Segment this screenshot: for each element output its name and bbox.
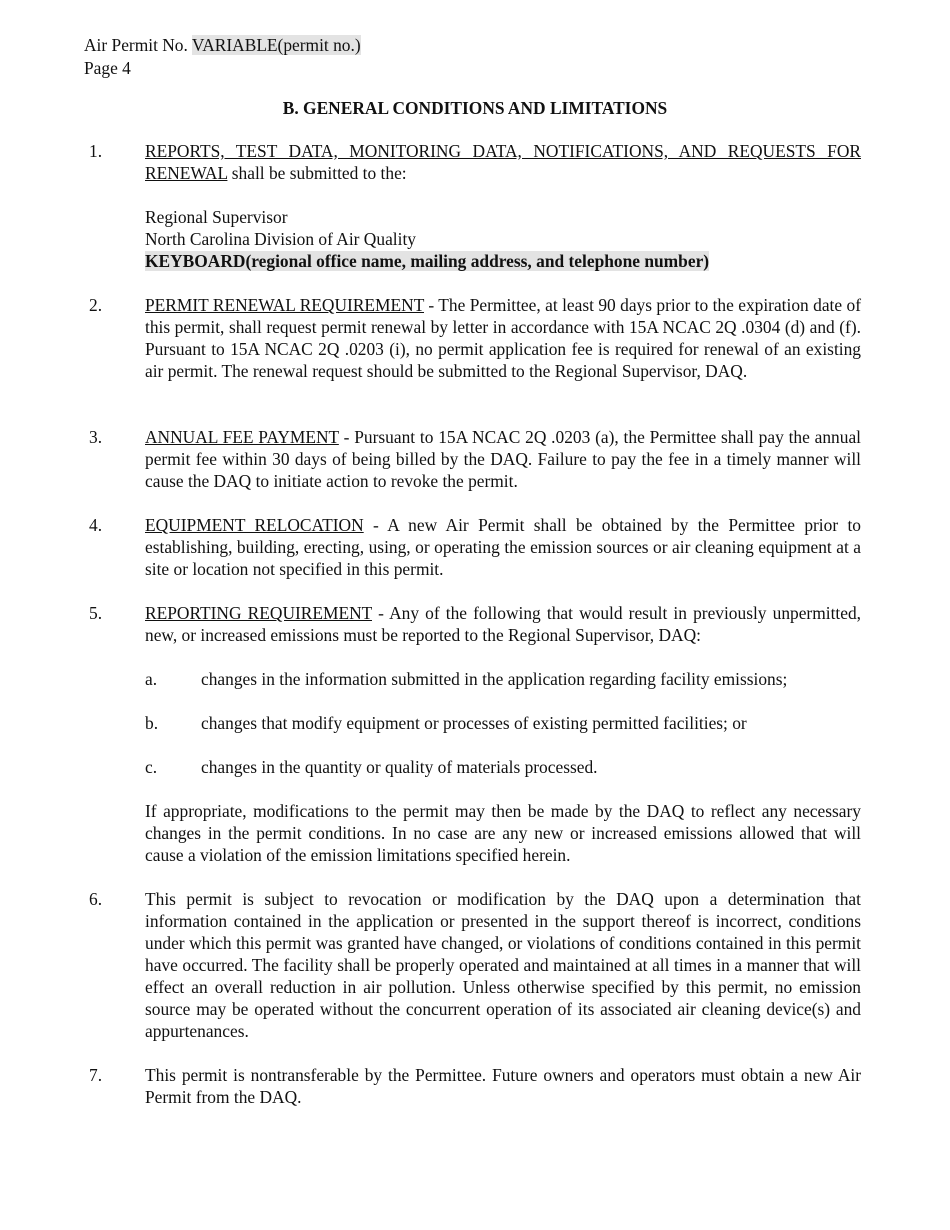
address-line-1: Regional Supervisor xyxy=(145,207,288,227)
permit-variable-field: VARIABLE(permit no.) xyxy=(191,35,361,55)
item-number: 5. xyxy=(89,603,103,623)
item-body xyxy=(145,426,861,492)
item-text: This permit is nontransferable by the Permittee. Future owners and operators must obtain a new Air Permit from the DAQ. xyxy=(145,1065,861,1107)
item-body xyxy=(145,602,861,646)
item-closing-text: If appropriate, modifications to the permit may then be made by the DAQ to reflect any necessary changes in the permit conditions. In no case are any new or increased emissions allowed that will cause a violation of the emission limitations specified herein. xyxy=(145,801,861,865)
item-text: This permit is subject to revocation or modification by the DAQ upon a determination that information contained in the application or presented in the support thereof is incorrect, conditions under which this permit was granted have changed, or violations of conditions contained in this permit have occurred. The facility shall be properly operated and maintained at all times in a manner that will effect an overall reduction in air pollution. Unless otherwise specified by this permit, no emission source may be operated without the concurrent operation of its associated air cleaning device(s) and appurtenances. xyxy=(145,889,861,1041)
item-text: - Pursuant to 15A NCAC 2Q .0203 (a), the Permittee shall pay the annual permit fee within 30 days of being billed by the DAQ. Failure to pay the fee in a timely manner will cause the DAQ to initiate action to revoke the permit. xyxy=(145,427,861,491)
section-title: B. GENERAL CONDITIONS AND LIMITATIONS xyxy=(282,98,668,118)
item-heading: ANNUAL FEE PAYMENT xyxy=(145,427,339,447)
subitem-text: changes in the information submitted in the application regarding facility emissions; xyxy=(201,669,788,689)
item-body xyxy=(145,514,861,580)
item-heading: PERMIT RENEWAL REQUIREMENT xyxy=(145,295,424,315)
address-keyboard-field: KEYBOARD(regional office name, mailing address, and telephone number) xyxy=(145,251,710,271)
item-text: - The Permittee, at least 90 days prior to the expiration date of this permit, shall request permit renewal by letter in accordance with 15A NCAC 2Q .0304 (d) and (f). Pursuant to 15A NCAC 2Q .0203 (i), no permit application fee is required for renewal of an existing air permit. The renewal request should be submitted to the Regional Supervisor, DAQ. xyxy=(145,295,861,381)
page-header xyxy=(84,34,361,80)
item-number: 3. xyxy=(89,427,103,447)
page-number: Page 4 xyxy=(84,58,131,78)
item-number: 6. xyxy=(89,889,103,909)
item-heading: REPORTING REQUIREMENT xyxy=(145,603,372,623)
item-number: 2. xyxy=(89,295,103,315)
item-number: 1. xyxy=(89,141,103,161)
permit-prefix: Air Permit No. xyxy=(84,35,192,55)
subitem-text: changes in the quantity or quality of materials processed. xyxy=(201,757,598,777)
item-text: - Any of the following that would result in previously unpermitted, new, or increased emissions must be reported to the Regional Supervisor, DAQ: xyxy=(145,603,861,645)
item-text: shall be submitted to the: xyxy=(227,163,407,183)
item-number: 4. xyxy=(89,515,103,535)
permit-number-line xyxy=(84,34,361,57)
item-text: - A new Air Permit shall be obtained by the Permittee prior to establishing, building, erecting, using, or operating the emission sources or air cleaning equipment at a site or location not specified in this permit. xyxy=(145,515,861,579)
item-body xyxy=(145,140,861,272)
item-heading: REPORTS, TEST DATA, MONITORING DATA, NOTIFICATIONS, AND REQUESTS FOR RENEWAL xyxy=(145,141,861,183)
subitem-label: b. xyxy=(145,713,159,733)
item-body xyxy=(145,294,861,382)
subitem-label: a. xyxy=(145,669,158,689)
item-heading: EQUIPMENT RELOCATION xyxy=(145,515,364,535)
address-line-2: North Carolina Division of Air Quality xyxy=(145,229,416,249)
item-number: 7. xyxy=(89,1065,103,1085)
subitem-label: c. xyxy=(145,757,158,777)
subitem-text: changes that modify equipment or processes of existing permitted facilities; or xyxy=(201,713,747,733)
